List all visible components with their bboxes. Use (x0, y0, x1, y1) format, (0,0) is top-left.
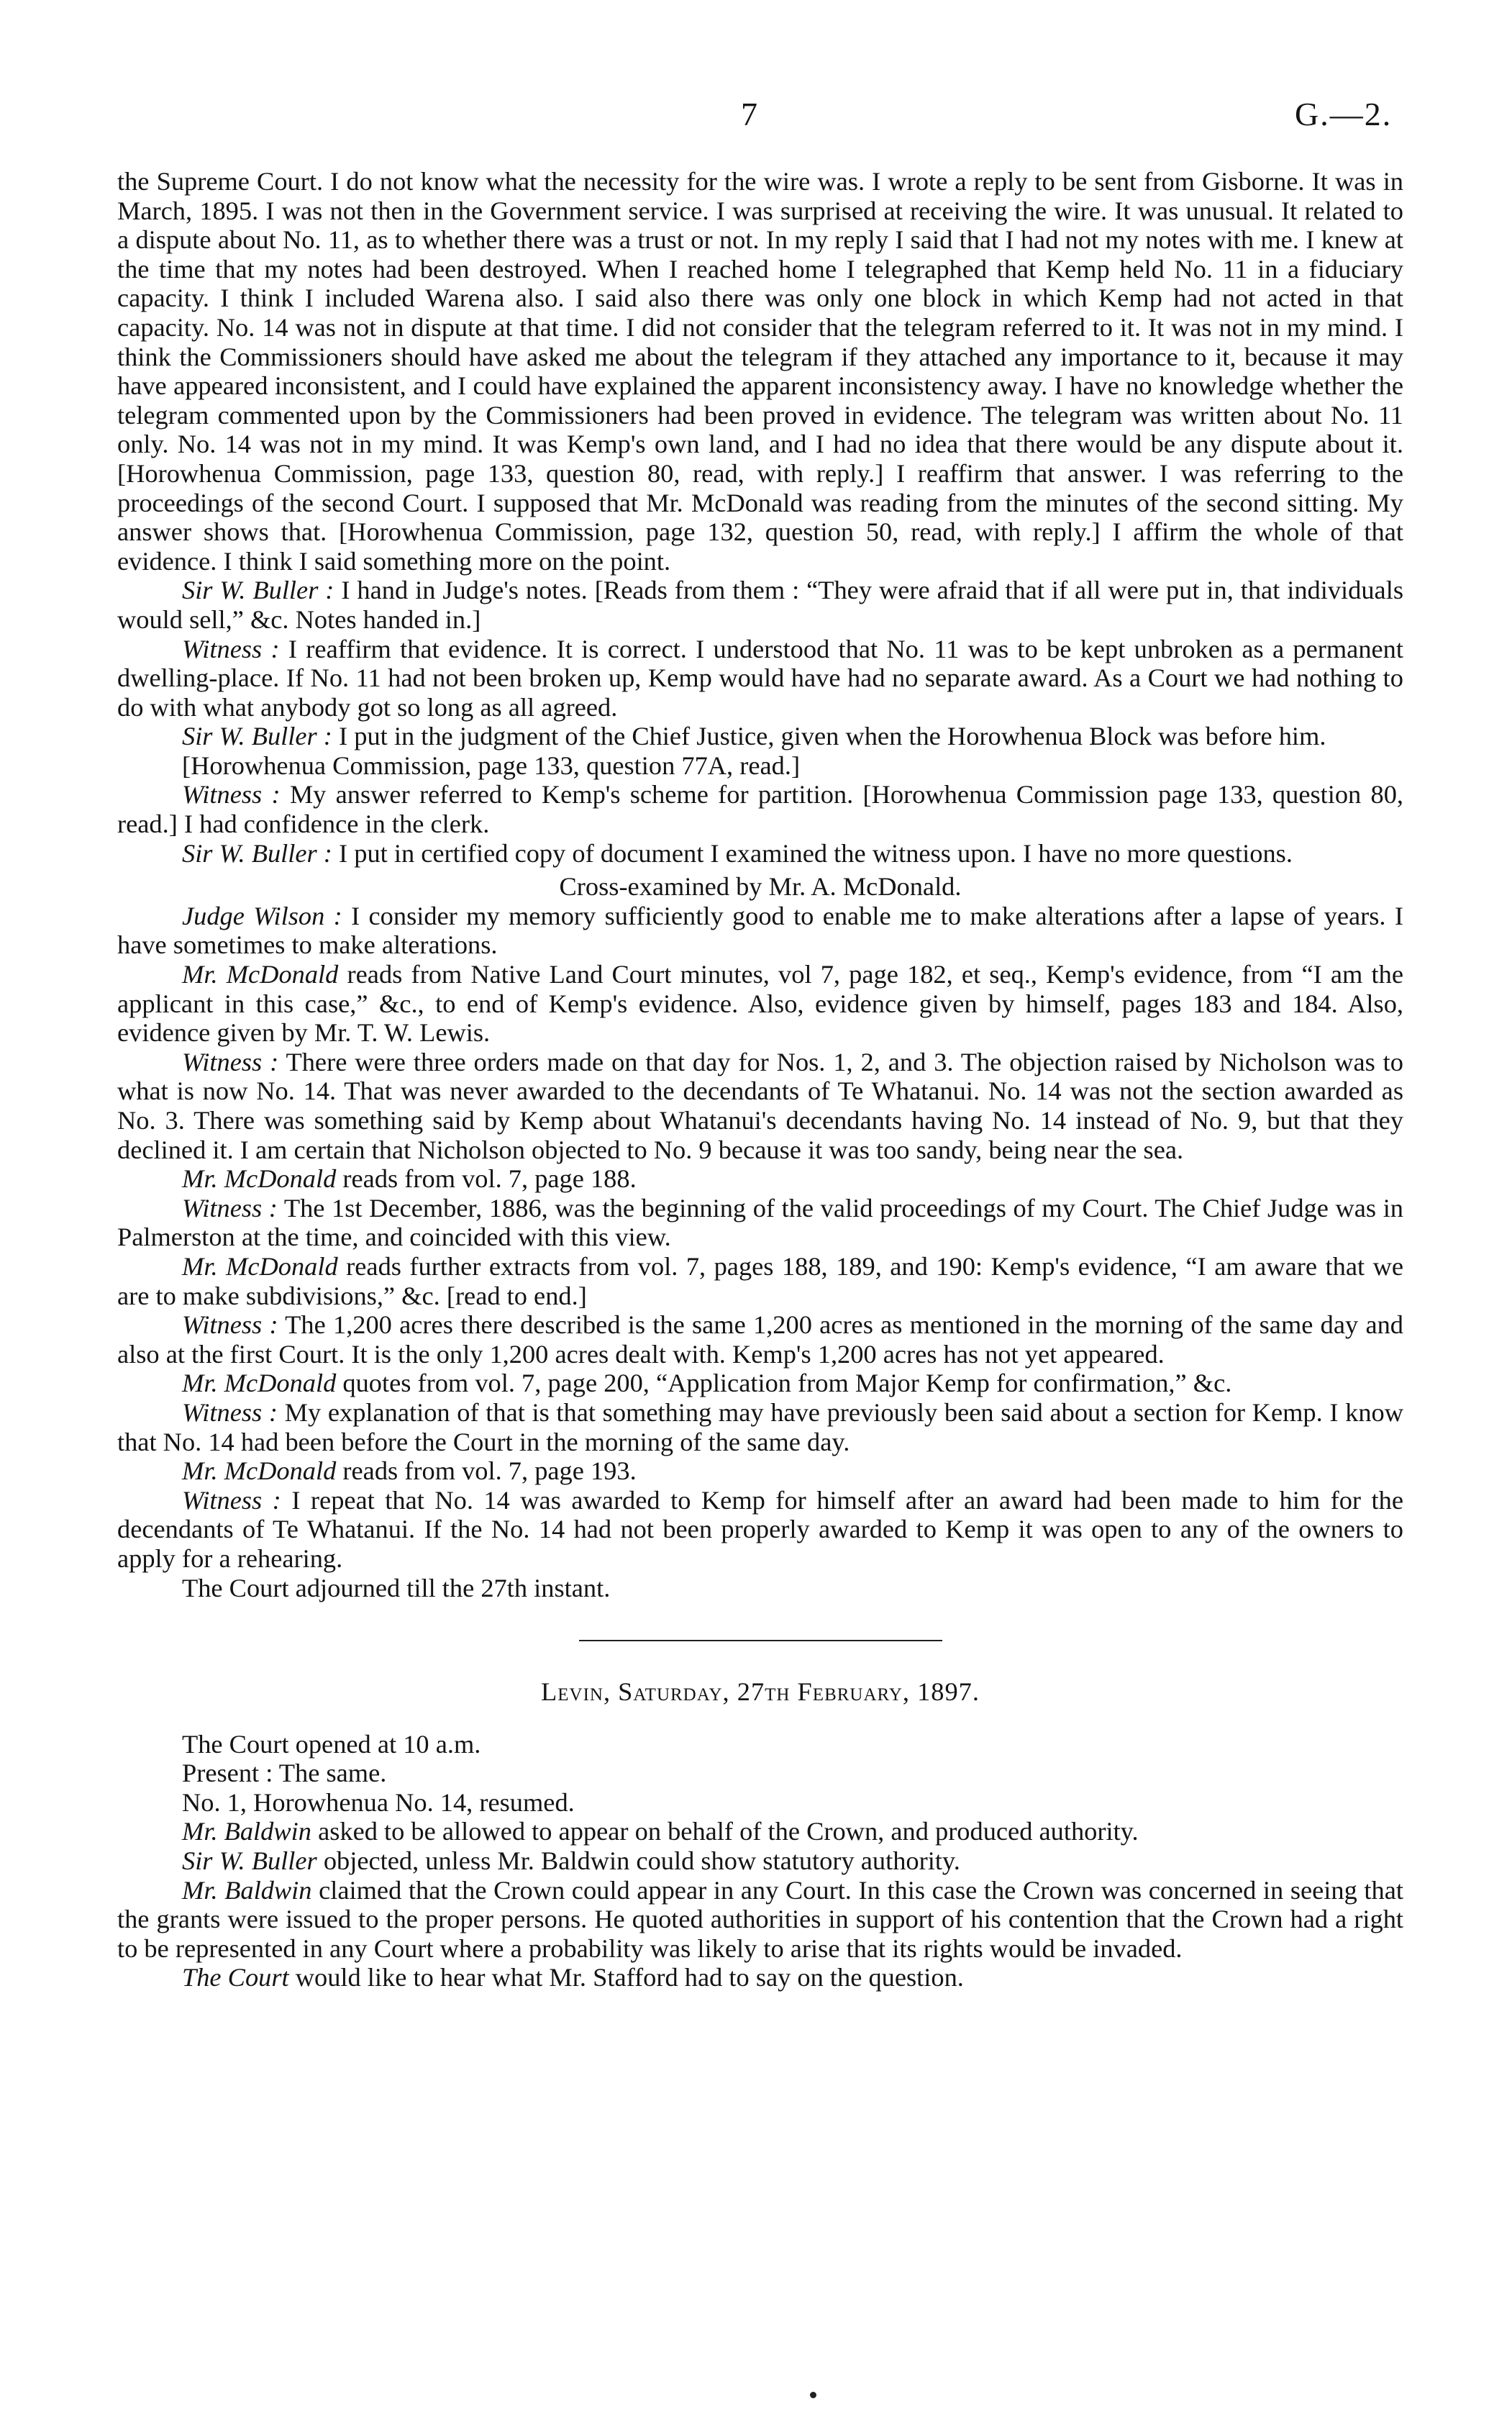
paragraph: Mr. McDonald reads from vol. 7, page 188. (182, 1164, 637, 1194)
date-heading: Levin, Saturday, 27th February, 1897. (541, 1677, 980, 1707)
paragraph: The Court adjourned till the 27th instant. (182, 1573, 611, 1602)
speaker-label: Sir W. Buller (182, 1846, 317, 1876)
paragraph: Mr. Baldwin claimed that the Crown could appear in any Court. In this case the Crown was concerned in seeing that the grants were issued to the proper persons. He quoted authorities in support of his contention that the Crown had a right to be represented in any Court where a probability was likely to arise that its rights would be invaded. (117, 1875, 1403, 1963)
page-number: 7 (741, 96, 757, 132)
cross-examination-heading: Cross-examined by Mr. A. McDonald. (559, 872, 962, 902)
speaker-label: Mr. McDonald (182, 1369, 337, 1398)
paragraph: No. 1, Horowhenua No. 14, resumed. (182, 1787, 575, 1817)
paragraph: Witness : The 1st December, 1886, was the beginning of the valid proceedings of my Court. The Chief Judge was in Palmerston at the time, and coincided with this view. (117, 1193, 1403, 1252)
paragraph: Witness : There were three orders made on that day for Nos. 1, 2, and 3. The objection raised by Nicholson was to what is now No. 14. That was never awarded to the decendants of Te Whatanui. No. 14 was not the section awarded as No. 3. There was something said by Kemp about Whatanui's decendants having No. 14 instead of No. 9, but that they declined it. I am certain that Nicholson objected to No. 9 because it was too sandy, being near the sea. (117, 1047, 1403, 1164)
paragraph: Sir W. Buller : I put in the judgment of the Chief Justice, given when the Horowhenua Block was before him. (182, 722, 1326, 751)
paragraph: Witness : I repeat that No. 14 was awarded to Kemp for himself after an award had been made to him for the decendants of Te Whatanui. If the No. 14 had not been properly awarded to Kemp it was open to any of the owners to apply for a rehearing. (117, 1485, 1403, 1573)
paragraph: Mr. McDonald reads further extracts from vol. 7, pages 188, 189, and 190: Kemp's evidence, “I am aware that we are to make subdivisions,” &c. [read to end.] (117, 1251, 1403, 1310)
speaker-label: Witness : (182, 780, 281, 809)
paragraph: Present : The same. (182, 1759, 387, 1788)
paragraph: Mr. Baldwin asked to be allowed to appear on behalf of the Crown, and produced authority. (182, 1817, 1139, 1846)
speaker-label: Sir W. Buller : (182, 722, 332, 751)
paragraph: Witness : I reaffirm that evidence. It is correct. I understood that No. 11 was to be kept unbroken as a permanent dwelling-place. If No. 11 had not been broken up, Kemp would have had no separate award. As a Court we had nothing to do with what anybody got so long as all agreed. (117, 634, 1403, 722)
speaker-label: Judge Wilson : (182, 901, 342, 930)
speaker-label: Mr. Baldwin (182, 1875, 312, 1905)
speaker-label: Mr. McDonald (182, 1251, 338, 1281)
paragraph: Mr. McDonald reads from vol. 7, page 193. (182, 1456, 637, 1486)
speaker-label: Sir W. Buller : (182, 838, 332, 868)
section-divider (579, 1640, 942, 1641)
paragraph: Judge Wilson : I consider my memory sufficiently good to enable me to make alterations after a lapse of years. I have sometimes to make alterations. (117, 901, 1403, 960)
paragraph: Mr. McDonald quotes from vol. 7, page 200, “Application from Major Kemp for confirmation,” &c. (182, 1369, 1232, 1398)
paragraph: Witness : My answer referred to Kemp's scheme for partition. [Horowhenua Commission page 133, question 80, read.] I had confidence in the clerk. (117, 780, 1403, 839)
speaker-label: Witness : (182, 1397, 278, 1427)
paragraph: Witness : My explanation of that is that something may have previously been said about a section for Kemp. I know that No. 14 had been before the Court in the morning of the same day. (117, 1397, 1404, 1456)
paragraph: The Court would like to hear what Mr. Stafford had to say on the question. (182, 1963, 964, 1992)
speaker-label: Witness : (182, 634, 280, 663)
speaker-label: Witness : (182, 1193, 278, 1223)
speaker-label: Sir W. Buller : (182, 576, 334, 605)
print-mark (810, 2392, 816, 2398)
paragraph: Sir W. Buller objected, unless Mr. Baldwin could show statutory authority. (182, 1846, 960, 1876)
paragraph: The Court opened at 10 a.m. (182, 1729, 481, 1759)
speaker-label: Mr. McDonald (182, 1456, 337, 1486)
speaker-label: Witness : (182, 1310, 278, 1340)
paragraph: Witness : The 1,200 acres there described is the same 1,200 acres as mentioned in the morning of the same day and also at the first Court. It is the only 1,200 acres dealt with. Kemp's 1,200 acres has not yet appeared. (117, 1310, 1403, 1369)
speaker-label: Mr. McDonald (182, 1164, 337, 1194)
paragraph: Sir W. Buller : I put in certified copy of document I examined the witness upon. I have no more questions. (182, 838, 1293, 868)
speaker-label: Mr. Baldwin (182, 1817, 311, 1846)
speaker-label: The Court (182, 1963, 289, 1992)
speaker-label: Witness : (182, 1047, 279, 1076)
paragraph: [Horowhenua Commission, page 133, question 77A, read.] (182, 750, 801, 780)
document-body (117, 167, 1403, 1992)
speaker-label: Witness : (182, 1485, 281, 1515)
document-code: G.—2. (1295, 96, 1393, 132)
paragraph: Sir W. Buller : I hand in Judge's notes. [Reads from them : “They were afraid that if all were put in, that individuals would sell,” &c. Notes handed in.] (117, 576, 1403, 634)
paragraph: Mr. McDonald reads from Native Land Court minutes, vol 7, page 182, et seq., Kemp's evidence, from “I am the applicant in this case,” &c., to end of Kemp's evidence. Also, evidence given by himself, pages 183 and 184. Also, evidence given by Mr. T. W. Lewis. (117, 960, 1403, 1048)
speaker-label: Mr. McDonald (182, 960, 339, 989)
paragraph: the Supreme Court. I do not know what the necessity for the wire was. I wrote a reply to be sent from Gisborne. It was in March, 1895. I was not then in the Government service. I was surprised at receiving the wire. It was unusual. It related to a dispute about No. 11, as to whether there was a trust or not. In my reply I said that I had not my notes with me. I knew at the time that my notes had been destroyed. When I reached home I telegraphed that Kemp held No. 11 in a fiduciary capacity. I think I included Warena also. I said also there was only one block in which Kemp had not acted in that capacity. No. 14 was not in dispute at that time. I did not consider that the telegram referred to it. It was not in my mind. I think the Commissioners should have asked me about the telegram if they attached any importance to it, because it may have appeared inconsistent, and I could have explained the apparent inconsistency away. I have no knowledge whether the telegram commented upon by the Commissioners had been proved in evidence. The telegram was written about No. 11 only. No. 14 was not in my mind. It was Kemp's own land, and I had no idea that there would be any dispute about it. [Horowhenua Commission, page 133, question 80, read, with reply.] I reaffirm that answer. I was referring to the proceedings of the second Court. I supposed that Mr. McDonald was reading from the minutes of the second sitting. My answer shows that. [Horowhenua Commission, page 132, question 50, read, with reply.] I affirm the whole of that evidence. I think I said something more on the point. (117, 167, 1403, 576)
